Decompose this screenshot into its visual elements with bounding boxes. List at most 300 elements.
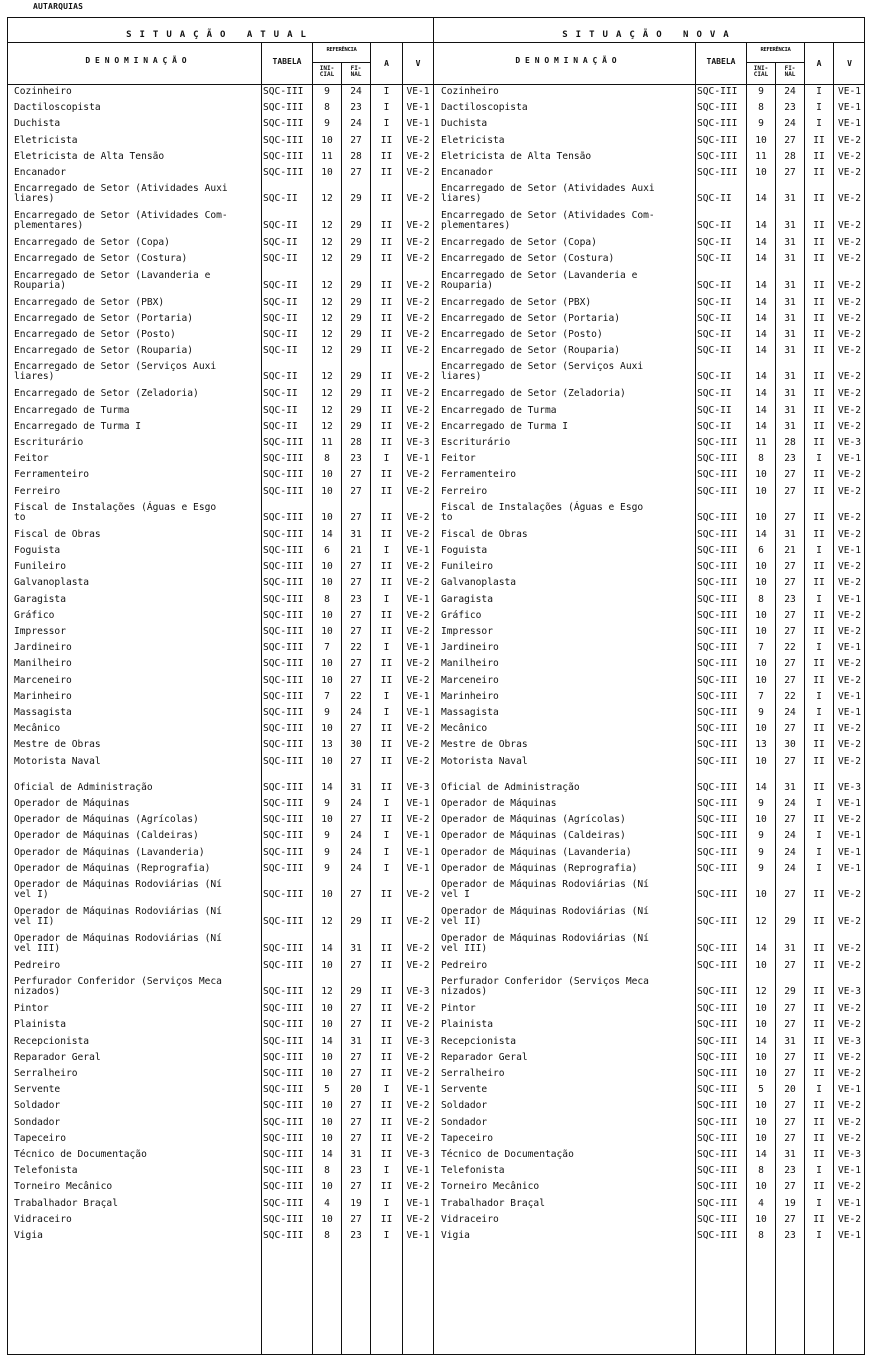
- atual-a: II: [380, 1149, 393, 1160]
- nova-inicial: 8: [758, 1230, 764, 1241]
- atual-a: II: [380, 404, 393, 416]
- nova-a: II: [813, 1068, 825, 1079]
- nova-final: 27: [784, 167, 796, 178]
- nova-final: 31: [784, 1035, 796, 1047]
- nova-a: II: [813, 437, 825, 448]
- nova-final: 27: [784, 1019, 796, 1031]
- nova-final: 31: [784, 345, 796, 357]
- nova-inicial: 14: [755, 237, 767, 249]
- atual-denominacao: Operador de Máquinas (Reprografia): [14, 862, 211, 874]
- atual-final: 29: [350, 237, 362, 249]
- atual-a: II: [380, 237, 393, 249]
- atual-denominacao: Plainista: [14, 1019, 66, 1031]
- atual-tabela: SQC-III: [263, 658, 304, 670]
- atual-final: 28: [350, 437, 362, 448]
- nova-inicial: 10: [755, 1181, 767, 1193]
- atual-tabela: SQC-II: [263, 371, 298, 383]
- nova-tabela: SQC-III: [697, 674, 738, 686]
- nova-inicial: 14: [755, 312, 767, 324]
- atual-final: 20: [350, 1084, 362, 1096]
- nova-denominacao: Encarregado de Setor (Zeladoria): [441, 388, 626, 400]
- atual-denominacao: Tapeceiro: [14, 1132, 66, 1144]
- nova-final: 27: [784, 485, 796, 497]
- atual-denominacao: Operador de Máquinas (Caldeiras): [14, 830, 199, 842]
- atual-inicial: 8: [324, 1230, 330, 1241]
- nova-denominacao: Fiscal de Obras: [441, 528, 528, 540]
- atual-inicial: 12: [321, 420, 333, 432]
- nova-v: VE-2: [837, 626, 862, 637]
- atual-v: VE-3: [406, 781, 430, 793]
- nova-denominacao: Pintor: [441, 1003, 476, 1015]
- nova-tabela: SQC-III: [697, 1116, 738, 1128]
- nova-a: II: [813, 1116, 825, 1128]
- atual-final: 24: [350, 118, 362, 130]
- atual-denominacao: Ferramenteiro: [14, 469, 90, 481]
- atual-denominacao: Encarregado de Setor (Atividades Auxi liares): [14, 183, 228, 205]
- nova-v: VE-2: [837, 755, 862, 767]
- nova-inicial: 10: [755, 960, 767, 971]
- atual-tabela: SQC-III: [263, 723, 304, 735]
- nova-a: I: [816, 1230, 822, 1241]
- nova-final: 31: [784, 528, 796, 540]
- atual-denominacao: Encarregado de Setor (Serviços Auxi liares): [14, 361, 217, 383]
- nova-a: II: [813, 577, 825, 589]
- nova-v: VE-3: [837, 437, 862, 448]
- atual-denominacao: Eletricista de Alta Tensão: [14, 150, 165, 162]
- nova-v: VE-2: [837, 674, 862, 686]
- nova-tabela: SQC-III: [697, 1132, 738, 1144]
- atual-tabela: SQC-III: [263, 1149, 304, 1160]
- nova-v: VE-2: [837, 511, 862, 523]
- atual-v: VE-1: [406, 642, 430, 654]
- nova-tabela: SQC-III: [697, 609, 738, 621]
- nova-final: 31: [784, 279, 796, 291]
- nova-v: VE-1: [837, 862, 862, 874]
- atual-tabela: SQC-III: [263, 626, 304, 637]
- nova-v: VE-3: [837, 781, 862, 793]
- nova-tabela: SQC-III: [697, 1181, 738, 1193]
- atual-v: VE-2: [406, 674, 430, 686]
- nova-denominacao: Operador de Máquinas: [441, 798, 557, 809]
- nova-v: VE-2: [837, 329, 862, 340]
- atual-v: VE-1: [406, 593, 430, 605]
- nova-denominacao: Galvanoplasta: [441, 577, 517, 589]
- nova-denominacao: Encarregado de Setor (PBX): [441, 296, 592, 308]
- atual-tabela: SQC-III: [263, 960, 304, 971]
- nova-denominacao: Recepcionista: [441, 1035, 517, 1047]
- nova-denominacao: Encarregado de Setor (Copa): [441, 237, 597, 249]
- section-header-rule: [7, 42, 865, 43]
- atual-v: VE-2: [406, 1019, 430, 1031]
- nova-tabela: SQC-II: [697, 253, 732, 265]
- nova-denominacao: Serralheiro: [441, 1068, 505, 1079]
- nova-denominacao: Motorista Naval: [441, 755, 528, 767]
- nova-v: VE-1: [837, 1197, 862, 1209]
- atual-final: 22: [350, 642, 362, 654]
- nova-denominacao: Marceneiro: [441, 674, 499, 686]
- atual-a: II: [380, 528, 393, 540]
- atual-final: 27: [350, 1068, 362, 1079]
- nova-a: I: [816, 1165, 822, 1177]
- nova-tabela: SQC-III: [697, 118, 738, 130]
- atual-final: 29: [350, 420, 362, 432]
- nova-denominacao: Plainista: [441, 1019, 493, 1031]
- left-reference-sub-rule: [313, 62, 370, 63]
- atual-final: 27: [350, 1132, 362, 1144]
- nova-denominacao: Ferreiro: [441, 485, 488, 497]
- atual-a: I: [383, 707, 390, 718]
- nova-inicial: 14: [755, 296, 767, 308]
- nova-tabela: SQC-III: [697, 561, 738, 573]
- nova-a: II: [813, 1213, 825, 1225]
- nova-denominacao: Encanador: [441, 167, 493, 178]
- atual-tabela: SQC-III: [263, 1035, 304, 1047]
- atual-final: 23: [350, 453, 362, 465]
- atual-inicial: 6: [324, 545, 330, 556]
- nova-tabela: SQC-III: [697, 960, 738, 971]
- nova-a: II: [813, 511, 825, 523]
- nova-v: VE-2: [837, 296, 862, 308]
- atual-a: II: [380, 1051, 393, 1063]
- nova-final: 23: [784, 102, 796, 114]
- atual-denominacao: Operador de Máquinas Rodoviárias (Ní vel III): [14, 933, 222, 954]
- nova-denominacao: Marinheiro: [441, 690, 499, 702]
- atual-inicial: 10: [321, 1019, 333, 1031]
- atual-a: II: [380, 626, 393, 637]
- nova-a: II: [813, 960, 825, 971]
- atual-v: VE-1: [406, 798, 430, 809]
- atual-v: VE-2: [406, 889, 430, 900]
- atual-denominacao: Pedreiro: [14, 960, 61, 971]
- nova-v: VE-2: [837, 371, 862, 383]
- nova-v: VE-2: [837, 345, 862, 357]
- atual-a: II: [380, 1068, 393, 1079]
- nova-tabela: SQC-III: [697, 453, 738, 465]
- atual-inicial: 10: [321, 1068, 333, 1079]
- nova-v: VE-1: [837, 830, 862, 842]
- nova-final: 27: [784, 1068, 796, 1079]
- nova-inicial: 14: [755, 420, 767, 432]
- atual-v: VE-1: [406, 830, 430, 842]
- atual-tabela: SQC-III: [263, 1019, 304, 1031]
- atual-final: 19: [350, 1197, 362, 1209]
- nova-a: I: [816, 690, 822, 702]
- nova-v: VE-2: [837, 943, 862, 954]
- atual-a: I: [383, 118, 390, 130]
- atual-v: VE-2: [406, 626, 430, 637]
- nova-inicial: 10: [755, 1068, 767, 1079]
- nova-a: II: [813, 986, 825, 998]
- nova-inicial: 10: [755, 134, 767, 146]
- nova-a: II: [813, 1100, 825, 1112]
- atual-denominacao: Motorista Naval: [14, 755, 101, 767]
- nova-tabela: SQC-III: [697, 485, 738, 497]
- nova-tabela: SQC-III: [697, 469, 738, 481]
- nova-v: VE-2: [837, 485, 862, 497]
- right-header-tabela: TABELA: [706, 57, 736, 66]
- nova-a: II: [813, 167, 825, 178]
- atual-tabela: SQC-II: [263, 237, 298, 249]
- nova-tabela: SQC-III: [697, 862, 738, 874]
- atual-denominacao: Fiscal de Instalações (Águas e Esgo to: [14, 501, 217, 523]
- atual-tabela: SQC-III: [263, 674, 304, 686]
- atual-a: II: [380, 279, 393, 291]
- nova-final: 31: [784, 253, 796, 265]
- nova-inicial: 7: [758, 642, 764, 654]
- nova-inicial: 10: [755, 1213, 767, 1225]
- nova-a: II: [813, 1132, 825, 1144]
- atual-tabela: SQC-III: [263, 437, 304, 448]
- atual-v: VE-2: [406, 943, 430, 954]
- atual-denominacao: Sondador: [14, 1116, 61, 1128]
- nova-denominacao: Encarregado de Setor (Atividades Com- plementares): [441, 210, 655, 232]
- atual-a: II: [380, 1213, 393, 1225]
- atual-tabela: SQC-III: [263, 453, 304, 465]
- nova-v: VE-2: [837, 1213, 862, 1225]
- atual-tabela: SQC-II: [263, 279, 298, 291]
- nova-final: 27: [784, 674, 796, 686]
- nova-tabela: SQC-III: [697, 1230, 738, 1241]
- atual-inicial: 14: [321, 1149, 333, 1160]
- atual-v: VE-2: [406, 511, 430, 523]
- nova-inicial: 4: [758, 1197, 764, 1209]
- nova-v: VE-1: [837, 1165, 862, 1177]
- nova-v: VE-2: [837, 134, 862, 146]
- nova-inicial: 10: [755, 658, 767, 670]
- atual-inicial: 10: [321, 1116, 333, 1128]
- nova-denominacao: Garagista: [441, 593, 493, 605]
- atual-inicial: 9: [324, 86, 330, 97]
- atual-inicial: 10: [321, 469, 333, 481]
- nova-tabela: SQC-III: [697, 1003, 738, 1015]
- nova-final: 28: [784, 437, 796, 448]
- nova-v: VE-3: [837, 1035, 862, 1047]
- nova-denominacao: Funileiro: [441, 561, 493, 573]
- nova-final: 27: [784, 511, 796, 523]
- atual-a: II: [380, 1003, 393, 1015]
- nova-inicial: 10: [755, 889, 767, 900]
- nova-final: 27: [784, 960, 796, 971]
- atual-inicial: 7: [324, 642, 330, 654]
- atual-tabela: SQC-III: [263, 1116, 304, 1128]
- atual-final: 31: [350, 781, 362, 793]
- left-col-rule-tabela: [261, 42, 262, 1355]
- atual-v: VE-2: [406, 1003, 430, 1015]
- atual-v: VE-2: [406, 577, 430, 589]
- nova-a: II: [813, 404, 825, 416]
- nova-final: 31: [784, 781, 796, 793]
- atual-v: VE-2: [406, 1132, 430, 1144]
- nova-v: VE-2: [837, 723, 862, 735]
- atual-tabela: SQC-III: [263, 167, 304, 178]
- nova-denominacao: Jardineiro: [441, 642, 499, 654]
- atual-tabela: SQC-II: [263, 388, 298, 400]
- nova-inicial: 10: [755, 626, 767, 637]
- atual-a: II: [380, 388, 393, 400]
- atual-final: 27: [350, 561, 362, 573]
- nova-denominacao: Eletricista: [441, 134, 505, 146]
- nova-tabela: SQC-III: [697, 626, 738, 637]
- nova-v: VE-2: [837, 1051, 862, 1063]
- nova-tabela: SQC-III: [697, 528, 738, 540]
- nova-inicial: 14: [755, 371, 767, 383]
- atual-a: II: [380, 658, 393, 670]
- nova-final: 27: [784, 1213, 796, 1225]
- atual-a: II: [380, 345, 393, 357]
- atual-tabela: SQC-III: [263, 1213, 304, 1225]
- nova-tabela: SQC-III: [697, 150, 738, 162]
- nova-denominacao: Impressor: [441, 626, 493, 637]
- atual-v: VE-2: [406, 1068, 430, 1079]
- atual-denominacao: Eletricista: [14, 134, 78, 146]
- page-header: AUTARQUIAS: [33, 2, 84, 11]
- nova-tabela: SQC-III: [697, 167, 738, 178]
- nova-denominacao: Torneiro Mecânico: [441, 1181, 540, 1193]
- nova-denominacao: Cozinheiro: [441, 86, 499, 97]
- nova-denominacao: Encarregado de Setor (Lavanderia e Rouparia): [441, 269, 638, 291]
- nova-a: I: [816, 1084, 822, 1096]
- atual-v: VE-2: [406, 279, 430, 291]
- nova-tabela: SQC-II: [697, 345, 732, 357]
- atual-v: VE-1: [406, 1165, 430, 1177]
- nova-inicial: 7: [758, 690, 764, 702]
- nova-final: 24: [784, 830, 796, 842]
- nova-final: 31: [784, 371, 796, 383]
- nova-denominacao: Perfurador Conferidor (Serviços Meca nizados): [441, 976, 649, 998]
- atual-final: 27: [350, 658, 362, 670]
- atual-inicial: 7: [324, 690, 330, 702]
- nova-a: I: [816, 453, 822, 465]
- nova-denominacao: Feitor: [441, 453, 476, 465]
- nova-denominacao: Duchista: [441, 118, 488, 130]
- atual-final: 27: [350, 1003, 362, 1015]
- atual-v: VE-2: [406, 220, 430, 232]
- atual-denominacao: Vigia: [14, 1230, 43, 1241]
- atual-final: 27: [350, 609, 362, 621]
- nova-denominacao: Gráfico: [441, 609, 482, 621]
- nova-v: VE-1: [837, 707, 862, 718]
- nova-v: VE-1: [837, 453, 862, 465]
- atual-inicial: 9: [324, 798, 330, 809]
- atual-tabela: SQC-III: [263, 1003, 304, 1015]
- nova-a: II: [813, 253, 825, 265]
- nova-a: II: [813, 150, 825, 162]
- atual-a: II: [380, 1116, 393, 1128]
- nova-a: I: [816, 830, 822, 842]
- atual-v: VE-2: [406, 345, 430, 357]
- nova-a: II: [813, 626, 825, 637]
- atual-denominacao: Encarregado de Turma I: [14, 420, 142, 432]
- nova-tabela: SQC-III: [697, 642, 738, 654]
- nova-a: II: [813, 345, 825, 357]
- atual-tabela: SQC-III: [263, 1230, 304, 1241]
- atual-final: 27: [350, 626, 362, 637]
- atual-tabela: SQC-II: [263, 329, 298, 340]
- atual-denominacao: Técnico de Documentação: [14, 1149, 147, 1160]
- atual-inicial: 12: [321, 388, 333, 400]
- atual-final: 29: [350, 296, 362, 308]
- atual-inicial: 12: [321, 329, 333, 340]
- atual-tabela: SQC-III: [263, 593, 304, 605]
- atual-v: VE-1: [406, 102, 430, 114]
- atual-denominacao: Operador de Máquinas: [14, 798, 130, 809]
- atual-inicial: 9: [324, 846, 330, 858]
- atual-inicial: 9: [324, 118, 330, 130]
- atual-final: 29: [350, 220, 362, 232]
- atual-final: 27: [350, 1019, 362, 1031]
- nova-denominacao: Operador de Máquinas Rodoviárias (Ní vel II): [441, 906, 649, 927]
- atual-final: 28: [350, 150, 362, 162]
- nova-inicial: 9: [758, 798, 764, 809]
- atual-tabela: SQC-III: [263, 862, 304, 874]
- nova-a: II: [813, 609, 825, 621]
- atual-inicial: 8: [324, 102, 330, 114]
- nova-inicial: 12: [755, 916, 767, 927]
- atual-a: I: [383, 1230, 390, 1241]
- atual-inicial: 10: [321, 674, 333, 686]
- nova-v: VE-1: [837, 86, 862, 97]
- atual-a: II: [380, 943, 393, 954]
- nova-denominacao: Encarregado de Setor (Rouparia): [441, 345, 621, 357]
- nova-a: I: [816, 86, 822, 97]
- nova-inicial: 14: [755, 404, 767, 416]
- nova-denominacao: Oficial de Administração: [441, 781, 580, 793]
- atual-denominacao: Gráfico: [14, 609, 55, 621]
- atual-tabela: SQC-III: [263, 943, 304, 954]
- nova-tabela: SQC-II: [697, 220, 732, 232]
- atual-final: 27: [350, 960, 362, 971]
- nova-a: II: [813, 329, 825, 340]
- atual-denominacao: Encarregado de Setor (Posto): [14, 329, 176, 340]
- nova-denominacao: Encarregado de Setor (Atividades Auxi liares): [441, 183, 655, 205]
- atual-inicial: 10: [321, 1003, 333, 1015]
- nova-tabela: SQC-II: [697, 371, 732, 383]
- nova-inicial: 10: [755, 1116, 767, 1128]
- atual-v: VE-1: [406, 862, 430, 874]
- nova-a: II: [813, 528, 825, 540]
- nova-denominacao: Mecânico: [441, 723, 488, 735]
- nova-tabela: SQC-III: [697, 593, 738, 605]
- atual-a: I: [383, 862, 390, 874]
- nova-a: II: [813, 279, 825, 291]
- nova-v: VE-2: [837, 1132, 862, 1144]
- nova-a: II: [813, 723, 825, 735]
- right-header-denominacao: D E N O M I N A Ç Ã O: [515, 56, 617, 65]
- nova-inicial: 9: [758, 830, 764, 842]
- nova-inicial: 11: [755, 150, 767, 162]
- nova-final: 24: [784, 86, 796, 97]
- atual-final: 29: [350, 986, 362, 998]
- nova-inicial: 12: [755, 986, 767, 998]
- nova-final: 27: [784, 755, 796, 767]
- atual-inicial: 8: [324, 453, 330, 465]
- nova-v: VE-2: [837, 1003, 862, 1015]
- nova-tabela: SQC-III: [697, 846, 738, 858]
- nova-final: 31: [784, 193, 796, 205]
- atual-inicial: 12: [321, 986, 333, 998]
- atual-denominacao: Encarregado de Setor (Costura): [14, 253, 188, 265]
- nova-v: VE-2: [837, 960, 862, 971]
- nova-final: 24: [784, 846, 796, 858]
- nova-tabela: SQC-III: [697, 781, 738, 793]
- nova-inicial: 14: [755, 781, 767, 793]
- atual-v: VE-1: [406, 1084, 430, 1096]
- left-header-denominacao: D E N O M I N A Ç Ã O: [85, 56, 187, 65]
- nova-denominacao: Encarregado de Turma I: [441, 420, 569, 432]
- atual-final: 31: [350, 1035, 362, 1047]
- atual-denominacao: Mecânico: [14, 723, 61, 735]
- atual-inicial: 12: [321, 296, 333, 308]
